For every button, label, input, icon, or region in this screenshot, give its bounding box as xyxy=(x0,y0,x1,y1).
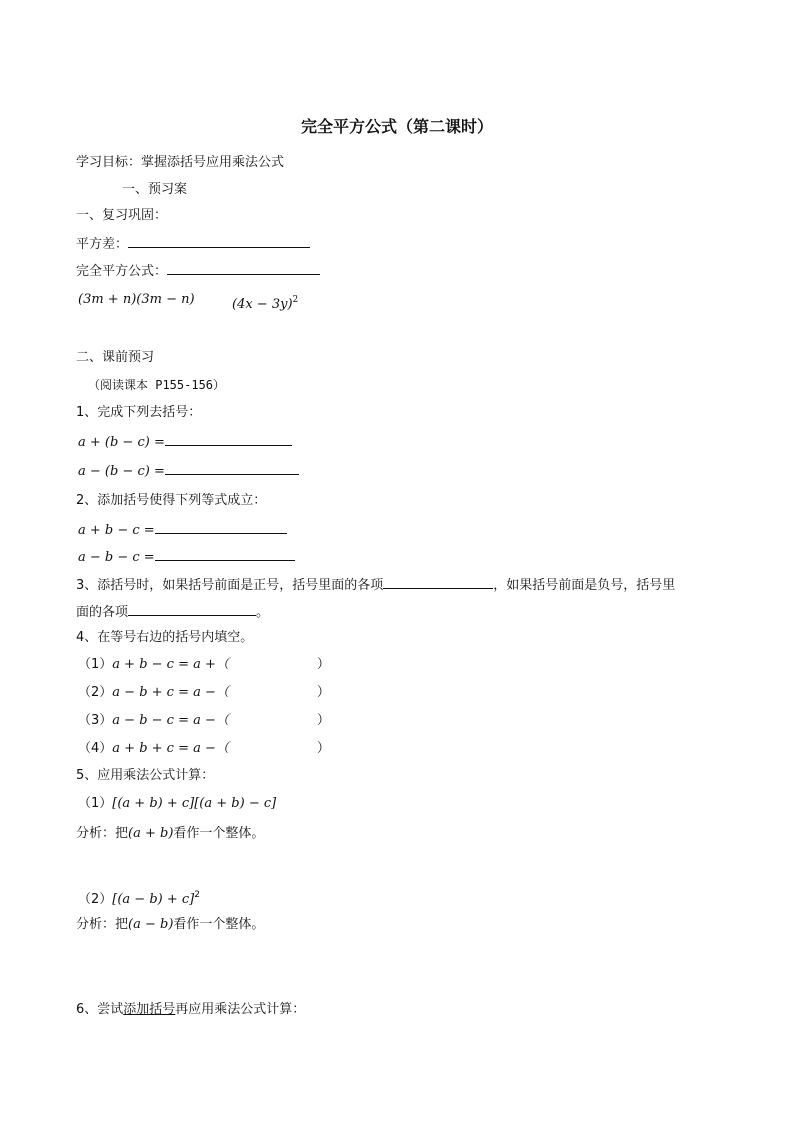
question-5-part-1: （1）[(a + b) + c][(a + b) − c] xyxy=(78,796,277,811)
perfect-square-line xyxy=(76,261,320,281)
question-6-text: 6、尝试添加括号再应用乘法公式计算： xyxy=(76,1002,306,1017)
pre-study-heading: 二、课前预习 xyxy=(76,350,155,365)
learning-objective: 学习目标：掌握添括号应用乘法公式 xyxy=(76,155,285,170)
question-2-expression-1: a + b − c = xyxy=(78,520,287,540)
difference-of-squares-line xyxy=(76,234,310,254)
question-4-item-4: （4）a + b + c = a −（ ） xyxy=(78,741,330,756)
question-2-text: 2、添加括号使得下列等式成立： xyxy=(76,493,267,508)
review-expression-1: (3m + n)(3m − n) xyxy=(78,292,195,307)
question-3-blank-2[interactable] xyxy=(128,602,256,616)
question-2-blank-2[interactable] xyxy=(155,547,295,561)
reading-assignment: （阅读课本 P155-156） xyxy=(88,378,226,392)
question-4-item-2: （2）a − b + c = a −（ ） xyxy=(78,685,330,700)
question-5-text: 5、应用乘法公式计算： xyxy=(76,768,215,783)
perfect-square-label: 完全平方公式： xyxy=(76,264,168,279)
perfect-square-blank[interactable] xyxy=(167,261,320,275)
question-3-line-2: 面的各项 。 xyxy=(76,602,269,622)
question-1-blank-2[interactable] xyxy=(165,461,299,475)
question-1-expression-1: a + (b − c) = xyxy=(78,432,292,452)
question-5-part-2: $(2)[(a - b) + c]^2$ xyxy=(78,890,200,907)
question-5-analysis-2: 分析：把(a − b)看作一个整体。 xyxy=(76,917,265,932)
difference-of-squares-label: 平方差： xyxy=(76,237,129,252)
question-3-blank-1[interactable] xyxy=(383,575,493,589)
question-5-analysis-1: 分析：把(a + b)看作一个整体。 xyxy=(76,826,265,841)
review-heading: 一、复习巩固： xyxy=(76,208,168,223)
page-title: 完全平方公式（第二课时） xyxy=(300,117,493,136)
question-4-item-3: （3）a − b − c = a −（ ） xyxy=(78,713,330,728)
review-expression-2: $(4x - 3y)^2$ xyxy=(232,295,299,312)
question-1-expression-2: a − (b − c) = xyxy=(78,461,299,481)
difference-of-squares-blank[interactable] xyxy=(128,234,310,248)
question-1-blank-1[interactable] xyxy=(165,432,292,446)
section-preview-heading: 一、预习案 xyxy=(122,182,188,197)
question-2-blank-1[interactable] xyxy=(155,520,287,534)
question-3-line-1: 3、添括号时，如果括号前面是正号，括号里面的各项 ，如果括号前面是负号，括号里 xyxy=(76,575,675,595)
question-4-text: 4、在等号右边的括号内填空。 xyxy=(76,630,254,645)
question-2-expression-2: a − b − c = xyxy=(78,547,295,567)
question-4-item-1: （1）a + b − c = a +（ ） xyxy=(78,657,330,672)
question-1-text: 1、完成下列去括号： xyxy=(76,405,202,420)
